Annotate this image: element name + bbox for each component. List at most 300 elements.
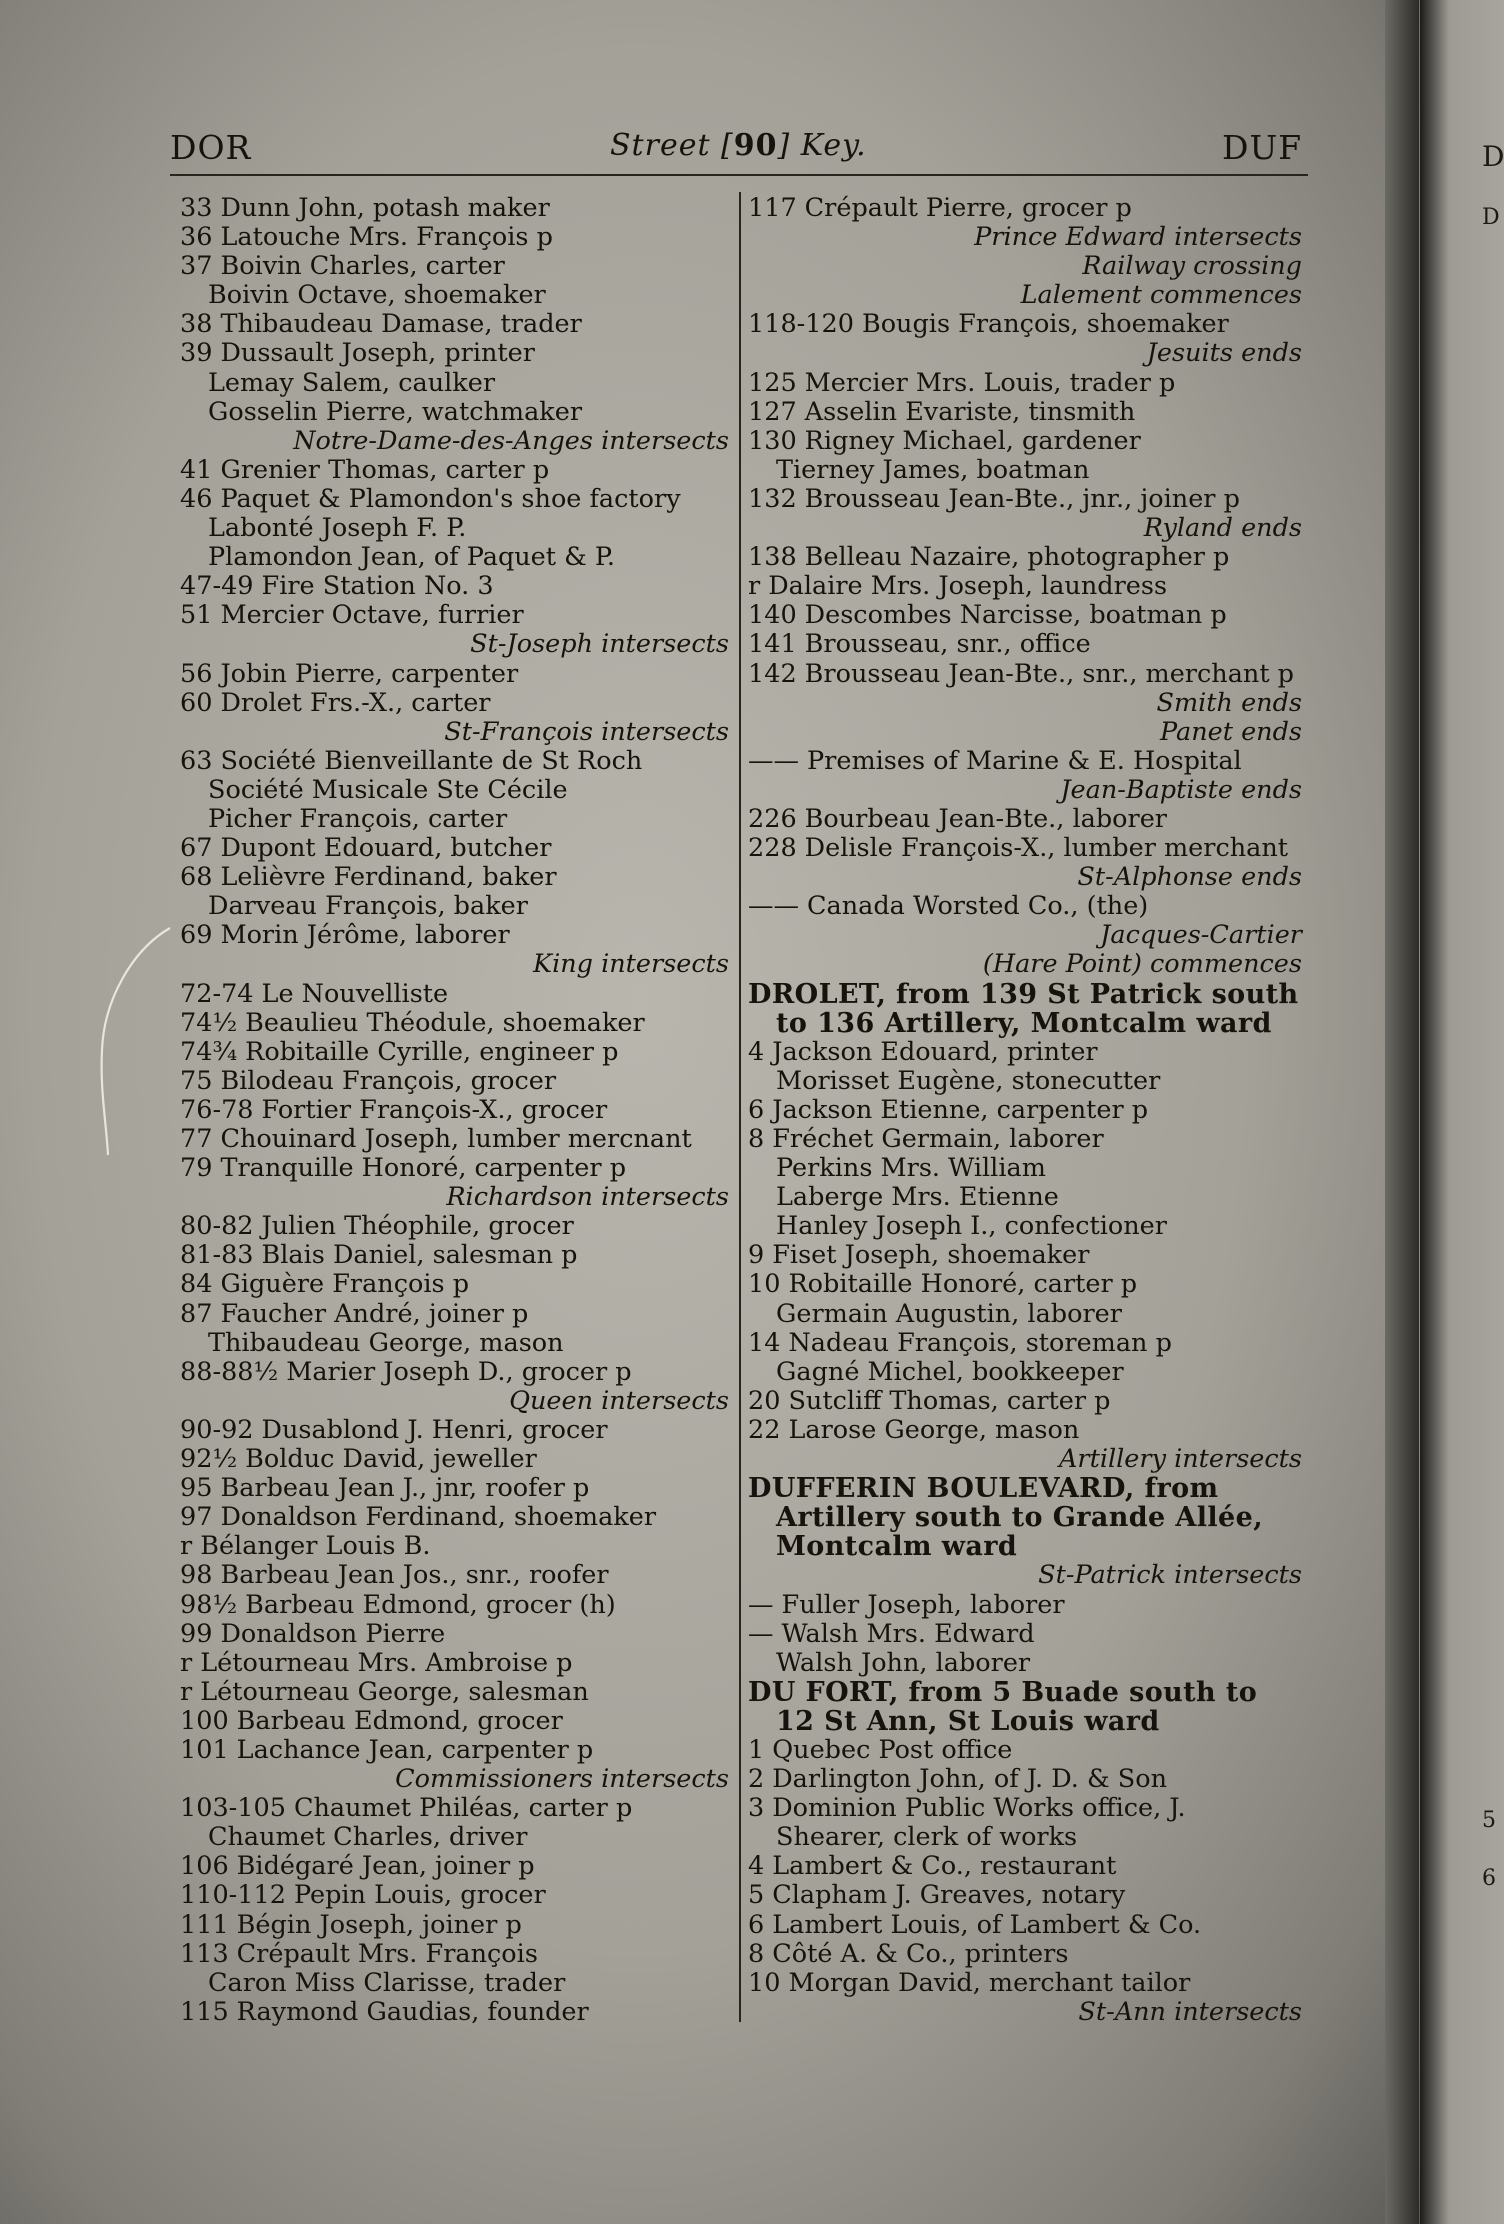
occupant-text: Côté A. & Co., printers [772, 1938, 1069, 1969]
occupant-text: Delisle François-X., lumber merchant [804, 833, 1289, 864]
directory-entry [748, 1969, 1308, 1998]
directory-entry [748, 1852, 1308, 1881]
street-note: Smith ends [1156, 687, 1302, 718]
occupant-text: Dusablond J. Henri, grocer [261, 1414, 608, 1445]
occupant-text: Létourneau Mrs. Ambroise p [200, 1647, 573, 1678]
house-number: 226 [748, 803, 797, 834]
house-number: 5 [748, 1880, 765, 1911]
house-number: 80-82 [180, 1211, 254, 1242]
directory-entry [180, 1241, 735, 1270]
directory-entry [180, 1940, 735, 1969]
occupant-text: Latouche Mrs. François p [220, 222, 553, 253]
house-number: 95 [180, 1473, 213, 1504]
running-head-title-post: ] Key. [777, 128, 867, 163]
header-rule [170, 174, 1308, 176]
occupant-text: Brousseau, snr., office [804, 629, 1091, 660]
occupant-text: Barbeau Jean Jos., snr., roofer [220, 1560, 609, 1591]
occupant-text: Thibaudeau Damase, trader [220, 309, 582, 340]
house-number: 46 [180, 483, 213, 514]
occupant-text: Premises of Marine & E. Hospital [807, 745, 1242, 776]
running-head-title-pre: Street [ [610, 128, 734, 163]
directory-entry [748, 1387, 1308, 1416]
directory-entry [748, 1794, 1308, 1823]
house-number: 56 [180, 658, 213, 689]
occupant-text: Dupont Edouard, butcher [220, 833, 552, 864]
house-number: 90-92 [180, 1414, 254, 1445]
directory-entry [180, 1561, 735, 1590]
occupant-text: Shearer, clerk of works [776, 1822, 1078, 1853]
directory-entry [748, 1183, 1308, 1212]
directory-entry [748, 660, 1308, 689]
directory-entry [180, 194, 735, 223]
occupant-text: Mercier Octave, furrier [220, 600, 524, 631]
street-note: Jean-Baptiste ends [1060, 774, 1302, 805]
house-number: 140 [748, 600, 797, 631]
directory-entry [180, 1067, 735, 1096]
occupant-text: Jobin Pierre, carpenter [220, 658, 519, 689]
occupant-text: Rigney Michael, gardener [804, 425, 1141, 456]
occupant-text: Pepin Louis, grocer [293, 1880, 546, 1911]
directory-entry [180, 456, 735, 485]
running-head-right: DUF [1222, 128, 1303, 167]
directory-entry [748, 1620, 1308, 1649]
occupant-text: Létourneau George, salesman [200, 1676, 589, 1707]
house-number: 60 [180, 687, 213, 718]
house-number: 111 [180, 1909, 229, 1940]
house-number: 10 [748, 1967, 781, 1998]
directory-entry [180, 1445, 735, 1474]
directory-entry [180, 1096, 735, 1125]
occupant-text: Dunn John, potash maker [220, 193, 550, 223]
street-heading: DUFFERIN BOULEVARD, from [748, 1473, 1219, 1505]
directory-entry [180, 1881, 735, 1910]
house-number: 117 [748, 193, 797, 223]
street-heading-continued: to 136 Artillery, Montcalm ward [776, 1007, 1272, 1039]
directory-entry [180, 689, 735, 718]
occupant-text: Robitaille Honoré, carter p [788, 1269, 1138, 1300]
house-number: 92½ [180, 1444, 238, 1475]
directory-entry [748, 1067, 1308, 1096]
directory-entry [748, 1591, 1308, 1620]
occupant-text: Robitaille Cyrille, engineer p [245, 1036, 619, 1067]
directory-entry [180, 1503, 735, 1532]
directory-entry [748, 1881, 1308, 1910]
house-number: 115 [180, 1996, 229, 2027]
occupant-text: Mercier Mrs. Louis, trader p [804, 367, 1176, 398]
occupant-text: Chouinard Joseph, lumber mercnant [220, 1124, 692, 1154]
occupant-text: Bougis François, shoemaker [861, 309, 1229, 340]
house-number: 37 [180, 251, 213, 282]
occupant-text: Walsh Mrs. Edward [781, 1618, 1035, 1649]
house-number: 141 [748, 629, 797, 660]
directory-entry [748, 369, 1308, 398]
house-number: 77 [180, 1124, 213, 1154]
occupant-text: Crépault Mrs. François [236, 1938, 538, 1969]
street-heading-continued: Artillery south to Grande Allée, [776, 1502, 1264, 1534]
occupant-text: Lambert Louis, of Lambert & Co. [772, 1909, 1202, 1940]
street-note: Prince Edward intersects [974, 222, 1302, 253]
occupant-text: Barbeau Jean J., jnr, roofer p [220, 1473, 590, 1504]
directory-entry [748, 485, 1308, 514]
occupant-text: Boivin Charles, carter [220, 251, 505, 282]
house-number: 63 [180, 745, 213, 776]
directory-entry [748, 630, 1308, 659]
directory-entry [748, 1241, 1308, 1270]
occupant-text: Belleau Nazaire, photographer p [804, 542, 1230, 573]
directory-entry [180, 223, 735, 252]
directory-entry [180, 1852, 735, 1881]
house-number: 76-78 [180, 1094, 254, 1125]
street-note: (Hare Point) commences [982, 949, 1302, 980]
occupant-text: Thibaudeau George, mason [208, 1327, 564, 1358]
occupant-text: Bourbeau Jean-Bte., laborer [804, 803, 1167, 834]
occupant-text: Fiset Joseph, shoemaker [772, 1240, 1090, 1271]
occupant-text: Lemay Salem, caulker [208, 367, 496, 398]
house-number: 130 [748, 425, 797, 456]
adjacent-page-digit: 5 [1482, 1808, 1496, 1833]
occupant-text: Bégin Joseph, joiner p [236, 1909, 522, 1940]
adjacent-page-digit: 6 [1482, 1866, 1496, 1891]
directory-entry [748, 805, 1308, 834]
occupant-text: Caron Miss Clarisse, trader [208, 1967, 566, 1998]
occupant-text: Bidégaré Jean, joiner p [236, 1851, 535, 1882]
house-number: 10 [748, 1269, 781, 1300]
directory-entry [180, 1969, 735, 1998]
occupant-text: Dalaire Mrs. Joseph, laundress [768, 571, 1168, 602]
occupant-text: Beaulieu Théodule, shoemaker [245, 1007, 645, 1038]
directory-entry [748, 1038, 1308, 1067]
directory-entry [748, 747, 1308, 776]
occupant-text: Darveau François, baker [208, 891, 528, 922]
occupant-text: Paquet & Plamondon's shoe factory [220, 483, 681, 514]
occupant-text: Walsh John, laborer [776, 1647, 1031, 1678]
directory-entry [748, 1270, 1308, 1299]
occupant-text: Dominion Public Works office, J. [772, 1793, 1186, 1824]
pencil-mark [92, 920, 172, 1160]
occupant-text: Brousseau Jean-Bte., snr., merchant p [804, 658, 1295, 689]
directory-entry [180, 1736, 735, 1765]
house-number: 33 [180, 193, 213, 223]
house-number: r [748, 571, 761, 602]
house-number: 51 [180, 600, 213, 631]
occupant-text: Sutcliff Thomas, carter p [788, 1385, 1111, 1416]
house-number: 97 [180, 1502, 213, 1533]
house-number: 100 [180, 1705, 229, 1736]
house-number: 113 [180, 1938, 229, 1969]
house-number: 9 [748, 1240, 765, 1271]
house-number: 110-112 [180, 1880, 286, 1911]
occupant-text: Drolet Frs.-X., carter [220, 687, 491, 718]
directory-entry [180, 660, 735, 689]
house-number: r [180, 1531, 193, 1562]
directory-entry [748, 1736, 1308, 1765]
house-number: 101 [180, 1734, 229, 1765]
occupant-text: Dussault Joseph, printer [220, 338, 535, 369]
directory-entry [180, 1474, 735, 1503]
adjacent-page-letter: D [1482, 205, 1500, 230]
house-number: 3 [748, 1793, 765, 1824]
occupant-text: Brousseau Jean-Bte., jnr., joiner p [804, 483, 1240, 514]
occupant-text: Hanley Joseph I., confectioner [776, 1211, 1167, 1242]
street-note: Railway crossing [1082, 251, 1302, 282]
house-number: 1 [748, 1734, 765, 1765]
directory-entry [748, 1358, 1308, 1387]
directory-entry [180, 1823, 735, 1852]
occupant-text: Morin Jérôme, laborer [220, 920, 510, 951]
house-number: 75 [180, 1065, 213, 1096]
occupant-text: Marier Joseph D., grocer p [286, 1356, 632, 1387]
directory-entry [180, 1125, 735, 1154]
directory-entry [748, 1154, 1308, 1183]
occupant-text: Laberge Mrs. Etienne [776, 1182, 1059, 1213]
occupant-text: Fréchet Germain, laborer [772, 1124, 1104, 1154]
occupant-text: Labonté Joseph F. P. [208, 513, 467, 544]
directory-entry [180, 514, 735, 543]
directory-entry [180, 1591, 735, 1620]
house-number: 72-74 [180, 978, 254, 1009]
directory-entry [748, 601, 1308, 630]
occupant-text: Tranquille Honoré, carpenter p [220, 1153, 627, 1184]
street-note: St-Joseph intersects [470, 629, 729, 660]
occupant-text: Société Musicale Ste Cécile [208, 774, 568, 805]
directory-entry [180, 1620, 735, 1649]
directory-entry [180, 339, 735, 368]
directory-entry [748, 1765, 1308, 1794]
directory-entry [180, 252, 735, 281]
occupant-text: Gagné Michel, bookkeeper [776, 1356, 1124, 1387]
directory-entry [748, 1823, 1308, 1852]
occupant-text: Faucher André, joiner p [220, 1298, 529, 1329]
house-number: 74½ [180, 1007, 238, 1038]
house-number: 36 [180, 222, 213, 253]
house-number: 8 [748, 1124, 765, 1154]
house-number: 8 [748, 1938, 765, 1969]
directory-entry [180, 1911, 735, 1940]
occupant-text: Bolduc David, jeweller [245, 1444, 537, 1475]
directory-entry [180, 1154, 735, 1183]
occupant-text: Boivin Octave, shoemaker [208, 280, 546, 311]
house-number: 132 [748, 483, 797, 514]
directory-entry [748, 1329, 1308, 1358]
house-number: —— [748, 891, 799, 922]
occupant-text: Picher François, carter [208, 803, 508, 834]
house-number: —— [748, 745, 799, 776]
house-number: 99 [180, 1618, 213, 1649]
directory-entry [180, 863, 735, 892]
directory-entry [180, 805, 735, 834]
directory-entry [180, 1329, 735, 1358]
directory-entry [748, 1212, 1308, 1241]
directory-entry [180, 834, 735, 863]
house-number: 68 [180, 862, 213, 893]
house-number: 127 [748, 396, 797, 427]
directory-entry [748, 310, 1308, 339]
directory-entry [180, 1794, 735, 1823]
occupant-text: Germain Augustin, laborer [776, 1298, 1122, 1329]
directory-entry [180, 572, 735, 601]
street-note: Queen intersects [509, 1385, 729, 1416]
street-note: St-Patrick intersects [1038, 1560, 1302, 1591]
street-note: Artillery intersects [1058, 1444, 1302, 1475]
directory-entry [748, 1940, 1308, 1969]
occupant-text: Asselin Evariste, tinsmith [804, 396, 1136, 427]
house-number: r [180, 1676, 193, 1707]
directory-entry [180, 369, 735, 398]
occupant-text: Barbeau Edmond, grocer (h) [245, 1589, 616, 1620]
street-note: Lalement commences [1020, 280, 1302, 311]
directory-entry [180, 398, 735, 427]
directory-entry [748, 1096, 1308, 1125]
street-heading-continued: 12 St Ann, St Louis ward [776, 1705, 1160, 1737]
running-head-left: DOR [170, 128, 252, 167]
street-note: King intersects [533, 949, 729, 980]
directory-entry [180, 1038, 735, 1067]
running-head-center [610, 128, 867, 163]
directory-entry [180, 980, 735, 1009]
occupant-text: Donaldson Ferdinand, shoemaker [220, 1502, 657, 1533]
street-note: St-Ann intersects [1078, 1996, 1302, 2027]
occupant-text: Gosselin Pierre, watchmaker [208, 396, 583, 427]
occupant-text: Grenier Thomas, carter p [220, 454, 550, 485]
occupant-text: Raymond Gaudias, founder [236, 1996, 589, 2027]
house-number: 88-88½ [180, 1356, 279, 1387]
house-number: 79 [180, 1153, 213, 1184]
occupant-text: Fuller Joseph, laborer [781, 1589, 1065, 1620]
house-number: 22 [748, 1414, 781, 1445]
directory-entry [748, 194, 1308, 223]
right-column [748, 194, 1308, 2027]
house-number: 142 [748, 658, 797, 689]
house-number: 2 [748, 1764, 765, 1795]
occupant-text: Tierney James, boatman [776, 454, 1090, 485]
occupant-text: Donaldson Pierre [220, 1618, 446, 1649]
street-note: Jacques-Cartier [1100, 920, 1302, 951]
occupant-text: Blais Daniel, salesman p [261, 1240, 578, 1271]
directory-entry [748, 1911, 1308, 1940]
column-divider [739, 192, 741, 2022]
house-number: 4 [748, 1851, 765, 1882]
directory-entry [180, 1009, 735, 1038]
street-note: Ryland ends [1143, 513, 1302, 544]
house-number: 41 [180, 454, 213, 485]
directory-entry [180, 1300, 735, 1329]
street-heading: DU FORT, from 5 Buade south to [748, 1676, 1258, 1708]
directory-entry [748, 834, 1308, 863]
house-number: 103-105 [180, 1793, 286, 1824]
occupant-text: Lelièvre Ferdinand, baker [220, 862, 557, 893]
house-number: 106 [180, 1851, 229, 1882]
occupant-text: Quebec Post office [772, 1734, 1013, 1765]
occupant-text: Société Bienveillante de St Roch [220, 745, 643, 776]
directory-entry [748, 572, 1308, 601]
street-heading: DROLET, from 139 St Patrick south [748, 978, 1299, 1010]
occupant-text: Clapham J. Greaves, notary [772, 1880, 1126, 1911]
occupant-text: Darlington John, of J. D. & Son [772, 1764, 1168, 1795]
house-number: r [180, 1647, 193, 1678]
street-note: St-François intersects [444, 716, 729, 747]
house-number: 118-120 [748, 309, 854, 340]
occupant-text: Lambert & Co., restaurant [772, 1851, 1117, 1882]
street-note: Commissioners intersects [395, 1764, 729, 1795]
directory-entry [180, 892, 735, 921]
occupant-text: Crépault Pierre, grocer p [804, 193, 1132, 223]
occupant-text: Julien Théophile, grocer [261, 1211, 574, 1242]
street-note: St-Alphonse ends [1077, 862, 1302, 893]
house-number: 6 [748, 1909, 765, 1940]
adjacent-page-letter: D [1482, 140, 1504, 173]
occupant-text: Morgan David, merchant tailor [788, 1967, 1191, 1998]
directory-entry [180, 1707, 735, 1736]
occupant-text: Chaumet Philéas, carter p [293, 1793, 633, 1824]
directory-entry [180, 485, 735, 514]
directory-entry [180, 1678, 735, 1707]
house-number: 39 [180, 338, 213, 369]
house-number: 4 [748, 1036, 765, 1067]
directory-entry [180, 543, 735, 572]
occupant-text: Nadeau François, storeman p [788, 1327, 1172, 1358]
street-note: Jesuits ends [1146, 338, 1302, 369]
directory-entry [180, 1270, 735, 1299]
occupant-text: Jackson Edouard, printer [772, 1036, 1098, 1067]
house-number: 20 [748, 1385, 781, 1416]
house-number: 38 [180, 309, 213, 340]
directory-entry [748, 456, 1308, 485]
occupant-text: Plamondon Jean, of Paquet & P. [208, 542, 616, 573]
left-column [180, 194, 735, 2027]
directory-entry [180, 1649, 735, 1678]
directory-entry [180, 1358, 735, 1387]
occupant-text: Descombes Narcisse, boatman p [804, 600, 1227, 631]
street-note: Notre-Dame-des-Anges intersects [293, 425, 729, 456]
occupant-text: Morisset Eugène, stonecutter [776, 1065, 1161, 1096]
house-number: 98½ [180, 1589, 238, 1620]
directory-entry [180, 921, 735, 950]
directory-entry [180, 281, 735, 310]
street-heading-continued: Montcalm ward [776, 1531, 1018, 1563]
house-number: 98 [180, 1560, 213, 1591]
directory-entry [180, 1532, 735, 1561]
occupant-text: Bélanger Louis B. [200, 1531, 431, 1562]
house-number: 87 [180, 1298, 213, 1329]
house-number: — [748, 1618, 774, 1649]
page-number: 90 [733, 128, 778, 163]
page-gutter-shadow [1385, 0, 1419, 2224]
occupant-text: Canada Worsted Co., (the) [807, 891, 1149, 922]
house-number: 69 [180, 920, 213, 951]
house-number: 125 [748, 367, 797, 398]
occupant-text: Barbeau Edmond, grocer [236, 1705, 563, 1736]
directory-entry [748, 1416, 1308, 1445]
street-note: Richardson intersects [446, 1182, 729, 1213]
house-number: 14 [748, 1327, 781, 1358]
house-number: 138 [748, 542, 797, 573]
house-number: 6 [748, 1094, 765, 1125]
occupant-text: Lachance Jean, carpenter p [236, 1734, 594, 1765]
directory-entry [180, 776, 735, 805]
directory-entry [748, 543, 1308, 572]
directory-entry [180, 747, 735, 776]
occupant-text: Le Nouvelliste [261, 978, 449, 1009]
house-number: — [748, 1589, 774, 1620]
house-number: 67 [180, 833, 213, 864]
house-number: 228 [748, 833, 797, 864]
directory-entry [180, 1416, 735, 1445]
house-number: 47-49 [180, 571, 254, 602]
directory-entry [180, 310, 735, 339]
occupant-text: Larose George, mason [788, 1414, 1080, 1445]
street-note: Panet ends [1159, 716, 1302, 747]
occupant-text: Perkins Mrs. William [776, 1153, 1046, 1184]
